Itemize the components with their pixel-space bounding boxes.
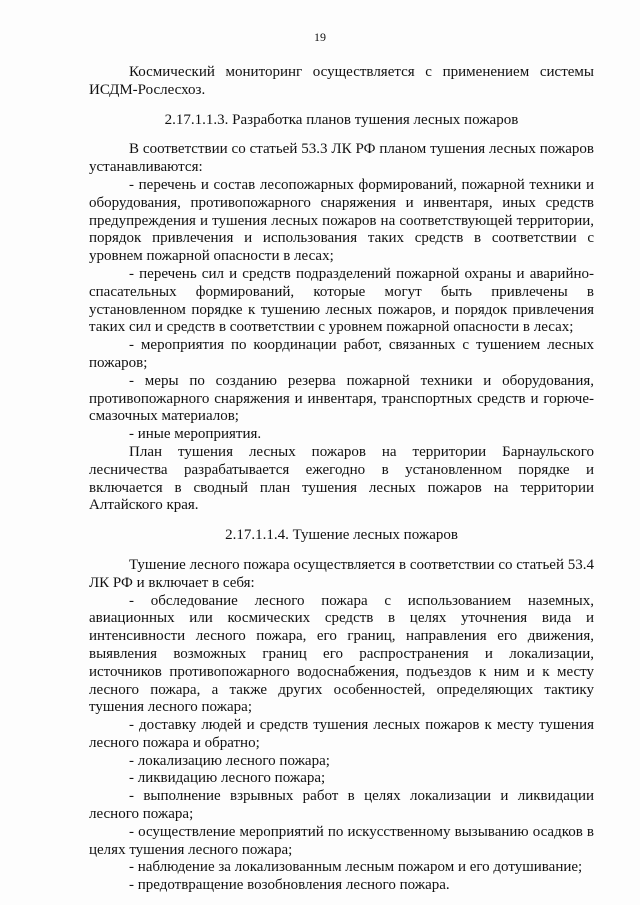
list-item: - предотвращение возобновления лесного пожара. bbox=[129, 877, 450, 894]
paragraph-monitoring: Космический мониторинг осуществляется с применением системы ИСДМ-Рослесхоз. bbox=[89, 64, 594, 98]
list-item: - выполнение взрывных работ в целях локализации и ликвидации лесного пожара; bbox=[89, 788, 594, 823]
list-item: - осуществление мероприятий по искусственному вызыванию осадков в целях тушения лесного пожара; bbox=[89, 823, 594, 858]
paragraph: В соответствии со статьей 53.3 ЛК РФ планом тушения лесных пожаров устанавливаются: bbox=[89, 141, 594, 176]
section-heading-fire-plans: 2.17.1.1.3. Разработка планов тушения лесных пожаров bbox=[164, 111, 519, 128]
list-item: - локализацию лесного пожара; bbox=[129, 752, 330, 769]
page-content bbox=[89, 64, 594, 895]
list-item: - перечень сил и средств подразделений пожарной охраны и аварийно-спасательных формирований, которые могут быть привлечены в установленном порядке к тушению лесных пожаров, и порядок привлечения таких сил и средств в соответствии с уровнем пожарной опасности в лесах; bbox=[89, 265, 594, 336]
list-item: - наблюдение за локализованным лесным пожаром и его дотушивание; bbox=[129, 859, 583, 876]
list-item: - иные мероприятия. bbox=[129, 426, 262, 443]
list-item: - ликвидацию лесного пожара; bbox=[129, 770, 326, 787]
list-item: - доставку людей и средств тушения лесных пожаров к месту тушения лесного пожара и обратно; bbox=[89, 717, 594, 751]
list-item: - мероприятия по координации работ, связанных с тушением лесных пожаров; bbox=[89, 337, 594, 371]
paragraph: Тушение лесного пожара осуществляется в соответствии со статьей 53.4 ЛК РФ и включает в себя: bbox=[89, 556, 594, 591]
list-item: - обследование лесного пожара с использованием наземных, авиационных или космических средств в целях уточнения вида и интенсивности лесного пожара, его границ, направления его движения, выявления возможных границ его распространения и локализации, источников противопожарного водоснабжения, подъездов к ним и к месту лесного пожара, а также других особенностей, определяющих тактику тушения лесного пожара; bbox=[89, 592, 594, 716]
page-number: 19 bbox=[314, 30, 326, 44]
list-item: - меры по созданию резерва пожарной техники и оборудования, противопожарного снаряжения и инвентаря, транспортных средств и горюче-смазочных материалов; bbox=[89, 372, 594, 425]
section-heading-fire-suppression: 2.17.1.1.4. Тушение лесных пожаров bbox=[225, 527, 458, 544]
paragraph: План тушения лесных пожаров на территории Барнаульского лесничества разрабатывается ежегодно в установленном порядке и включается в сводный план тушения лесных пожаров на территории Алтайского края. bbox=[89, 443, 594, 514]
list-item: - перечень и состав лесопожарных формирований, пожарной техники и оборудования, противопожарного снаряжения и инвентаря, иных средств предупреждения и тушения лесных пожаров на соответствующей территории, порядок привлечения и использования таких средств в соответствии с уровнем пожарной опасности в лесах; bbox=[89, 176, 594, 265]
